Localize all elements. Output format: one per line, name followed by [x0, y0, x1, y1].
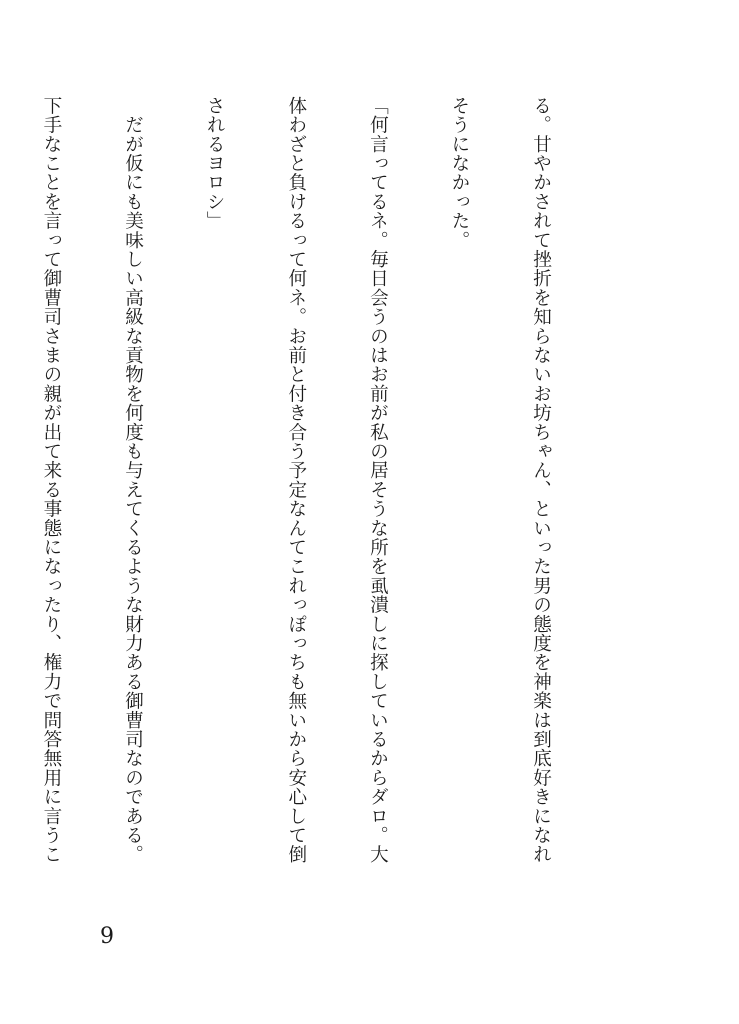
text-line: 体わざと負けるって何ネ。お前と付き合う予定なんてこれっぽっちも無いから安心して倒 — [285, 96, 307, 864]
text-line: されるヨロシ」 — [204, 96, 226, 231]
page-number: 9 — [100, 924, 114, 949]
body-text — [0, 96, 609, 896]
text-line: だが仮にも美味しい高級な貢物を何度も与えてくるような財力ある御曹司なのである。 — [122, 96, 144, 864]
text-line: る。甘やかされて挫折を知らないお坊ちゃん、といった男の態度を神楽は到底好きになれ — [530, 96, 552, 864]
text-line: そうになかった。 — [448, 96, 470, 250]
text-line: 下手なことを言って御曹司さまの親が出て来る事態になったり、権力で問答無用に言うこ — [40, 96, 62, 864]
text-line: 「何言ってるネ。毎日会うのはお前が私の居そうな所を虱潰しに探しているからダロ。大 — [367, 96, 389, 864]
